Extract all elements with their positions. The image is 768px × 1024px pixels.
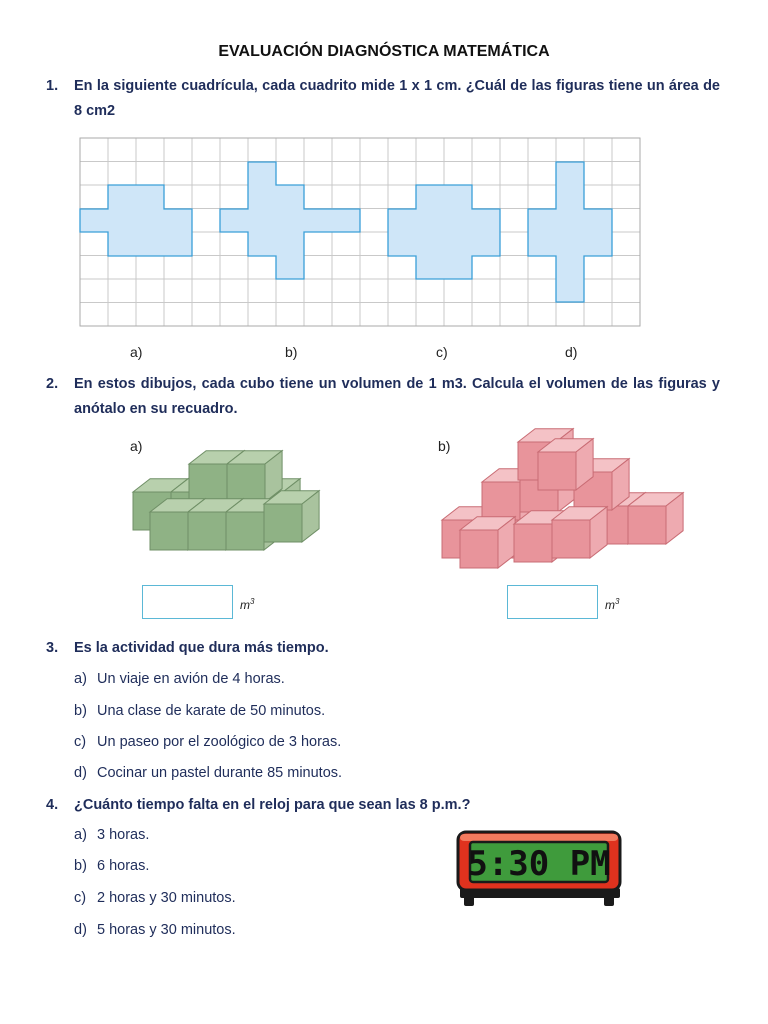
option-d[interactable]: d) 5 horas y 30 minutos. [74,922,236,938]
figure-label-a: a) [130,344,143,360]
question-number: 4. [46,797,59,813]
cube-face [538,452,576,490]
option-c[interactable]: c) 2 horas y 30 minutos. [74,890,236,906]
figure-label-c: c) [436,344,448,360]
question-number: 2. [46,376,59,392]
question-number: 3. [46,640,59,656]
clock-display: 5:30 PM [467,844,611,884]
unit-label-b: $m^3$ [605,597,620,612]
question-text: ¿Cuánto tiempo falta en el reloj para que sean las 8 p.m.? [74,797,471,813]
cube-figure-label-a: a) [130,438,143,454]
unit-label-a: $m^3$ [240,597,255,612]
option-a[interactable]: a) 3 horas. [74,827,150,843]
option-d[interactable]: d) Cocinar un pastel durante 85 minutos. [74,765,343,781]
cube-face [514,524,552,562]
cube-face [460,530,498,568]
cube-figure-label-b: b) [438,438,451,454]
option-b[interactable]: b) 6 horas. [74,858,150,874]
question-text: Es la actividad que dura más tiempo. [74,640,329,656]
figure-label-d: d) [565,344,578,360]
question-3 [46,636,720,661]
figure-label-b: b) [285,344,298,360]
option-a[interactable]: a) Un viaje en avión de 4 horas. [74,671,285,687]
volume-answer-box-a[interactable] [142,585,233,619]
digital-clock-icon [456,830,626,910]
question-number: 1. [46,78,59,94]
question-4 [46,793,720,818]
question-text: En estos dibujos, cada cubo tiene un volumen de 1 m3. Calcula el volumen de las figuras y anótalo en su recuadro. [74,376,720,417]
option-c[interactable]: c) Un paseo por el zoológico de 3 horas. [74,734,342,750]
cube-face [552,520,590,558]
page-title: EVALUACIÓN DIAGNÓSTICA MATEMÁTICA [218,43,550,60]
option-b[interactable]: b) Una clase de karate de 50 minutos. [74,703,326,719]
cube-face [628,506,666,544]
volume-answer-box-b[interactable] [507,585,598,619]
cube-face [482,482,520,520]
question-text: En la siguiente cuadrícula, cada cuadrito mide 1 x 1 cm. ¿Cuál de las figuras tiene un área de 8 cm2 [74,78,720,119]
